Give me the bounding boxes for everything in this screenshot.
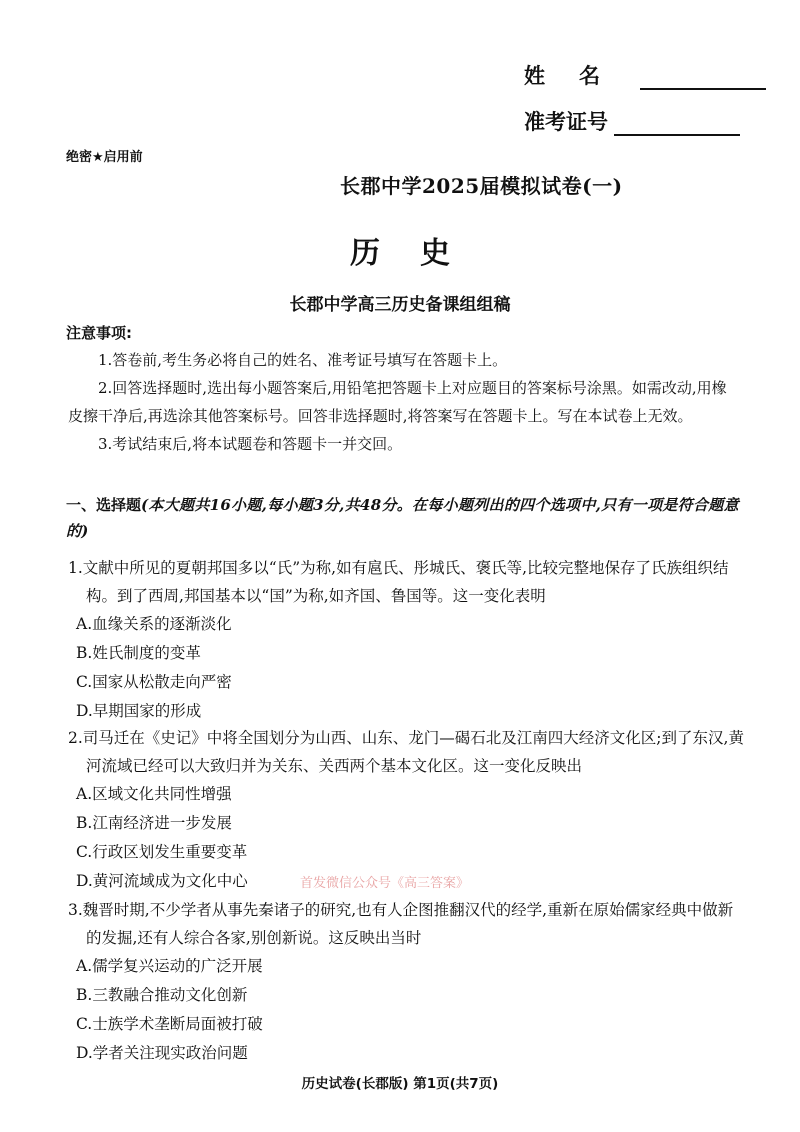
author-line: 长郡中学高三历史备课组组稿	[289, 295, 511, 315]
question-2	[68, 724, 744, 896]
option-c[interactable]: C.行政区划发生重要变革	[76, 843, 248, 861]
exam-id-label: 准考证号	[524, 109, 608, 134]
note-item: 1.答卷前,考生务必将自己的姓名、准考证号填写在答题卡上。	[98, 351, 508, 369]
option-d[interactable]: D.学者关注现实政治问题	[76, 1044, 248, 1062]
exam-id-field[interactable]	[524, 106, 740, 136]
note-item: 3.考试结束后,将本试题卷和答题卡一并交回。	[98, 435, 403, 453]
watermark-text: 首发微信公众号《高三答案》	[300, 876, 470, 891]
exam-id-blank-line[interactable]	[614, 114, 740, 136]
option-b[interactable]: B.三教融合推动文化创新	[76, 986, 248, 1004]
section-header	[66, 492, 742, 544]
confidential-mark: 绝密★启用前	[66, 150, 143, 165]
question-3	[68, 896, 744, 1068]
note-item: 2.回答选择题时,选出每小题答案后,用铅笔把答题卡上对应题目的答案标号涂黑。如需改动,用橡皮擦干净后,再选涂其他答案标号。回答非选择题时,将答案写在答题卡上。写在本试卷上无效。	[68, 379, 727, 425]
option-a[interactable]: A.儒学复兴运动的广泛开展	[76, 957, 263, 975]
section-description: (本大题共16小题,每小题3分,共48分。在每小题列出的四个选项中,只有一项是符合题意的)	[66, 496, 739, 540]
question-1	[68, 554, 744, 726]
option-c[interactable]: C.国家从松散走向严密	[76, 673, 232, 691]
option-d[interactable]: D.早期国家的形成	[76, 702, 202, 720]
option-a[interactable]: A.区域文化共同性增强	[76, 785, 232, 803]
option-a[interactable]: A.血缘关系的逐渐淡化	[76, 615, 232, 633]
option-b[interactable]: B.江南经济进一步发展	[76, 814, 232, 832]
option-c[interactable]: C.士族学术垄断局面被打破	[76, 1015, 263, 1033]
exam-title: 长郡中学2025届模拟试卷(一)	[340, 174, 623, 198]
question-stem: 2.司马迁在《史记》中将全国划分为山西、山东、龙门—碣石北及江南四大经济文化区;到了东汉,黄河流域已经可以大致归并为关东、关西两个基本文化区。这一变化反映出	[68, 729, 744, 775]
option-b[interactable]: B.姓氏制度的变革	[76, 644, 201, 662]
question-stem: 3.魏晋时期,不少学者从事先秦诸子的研究,也有人企图推翻汉代的经学,重新在原始儒家经典中做新的发掘,还有人综合各家,别创新说。这反映出当时	[68, 901, 734, 947]
name-field[interactable]	[524, 60, 766, 90]
section-heading: 一、选择题	[66, 496, 142, 514]
option-d[interactable]: D.黄河流域成为文化中心	[76, 872, 248, 890]
name-label: 姓名	[524, 63, 634, 88]
notes-list	[68, 346, 740, 458]
question-stem: 1.文献中所见的夏朝邦国多以“氏”为称,如有扈氏、彤城氏、褒氏等,比较完整地保存了氏族组织结构。到了西周,邦国基本以“国”为称,如齐国、鲁国等。这一变化表明	[68, 559, 729, 605]
name-blank-line[interactable]	[640, 68, 766, 90]
subject-title: 历史	[350, 236, 490, 271]
page-footer: 历史试卷(长郡版) 第1页(共7页)	[301, 1076, 499, 1092]
notes-title: 注意事项:	[66, 324, 132, 342]
